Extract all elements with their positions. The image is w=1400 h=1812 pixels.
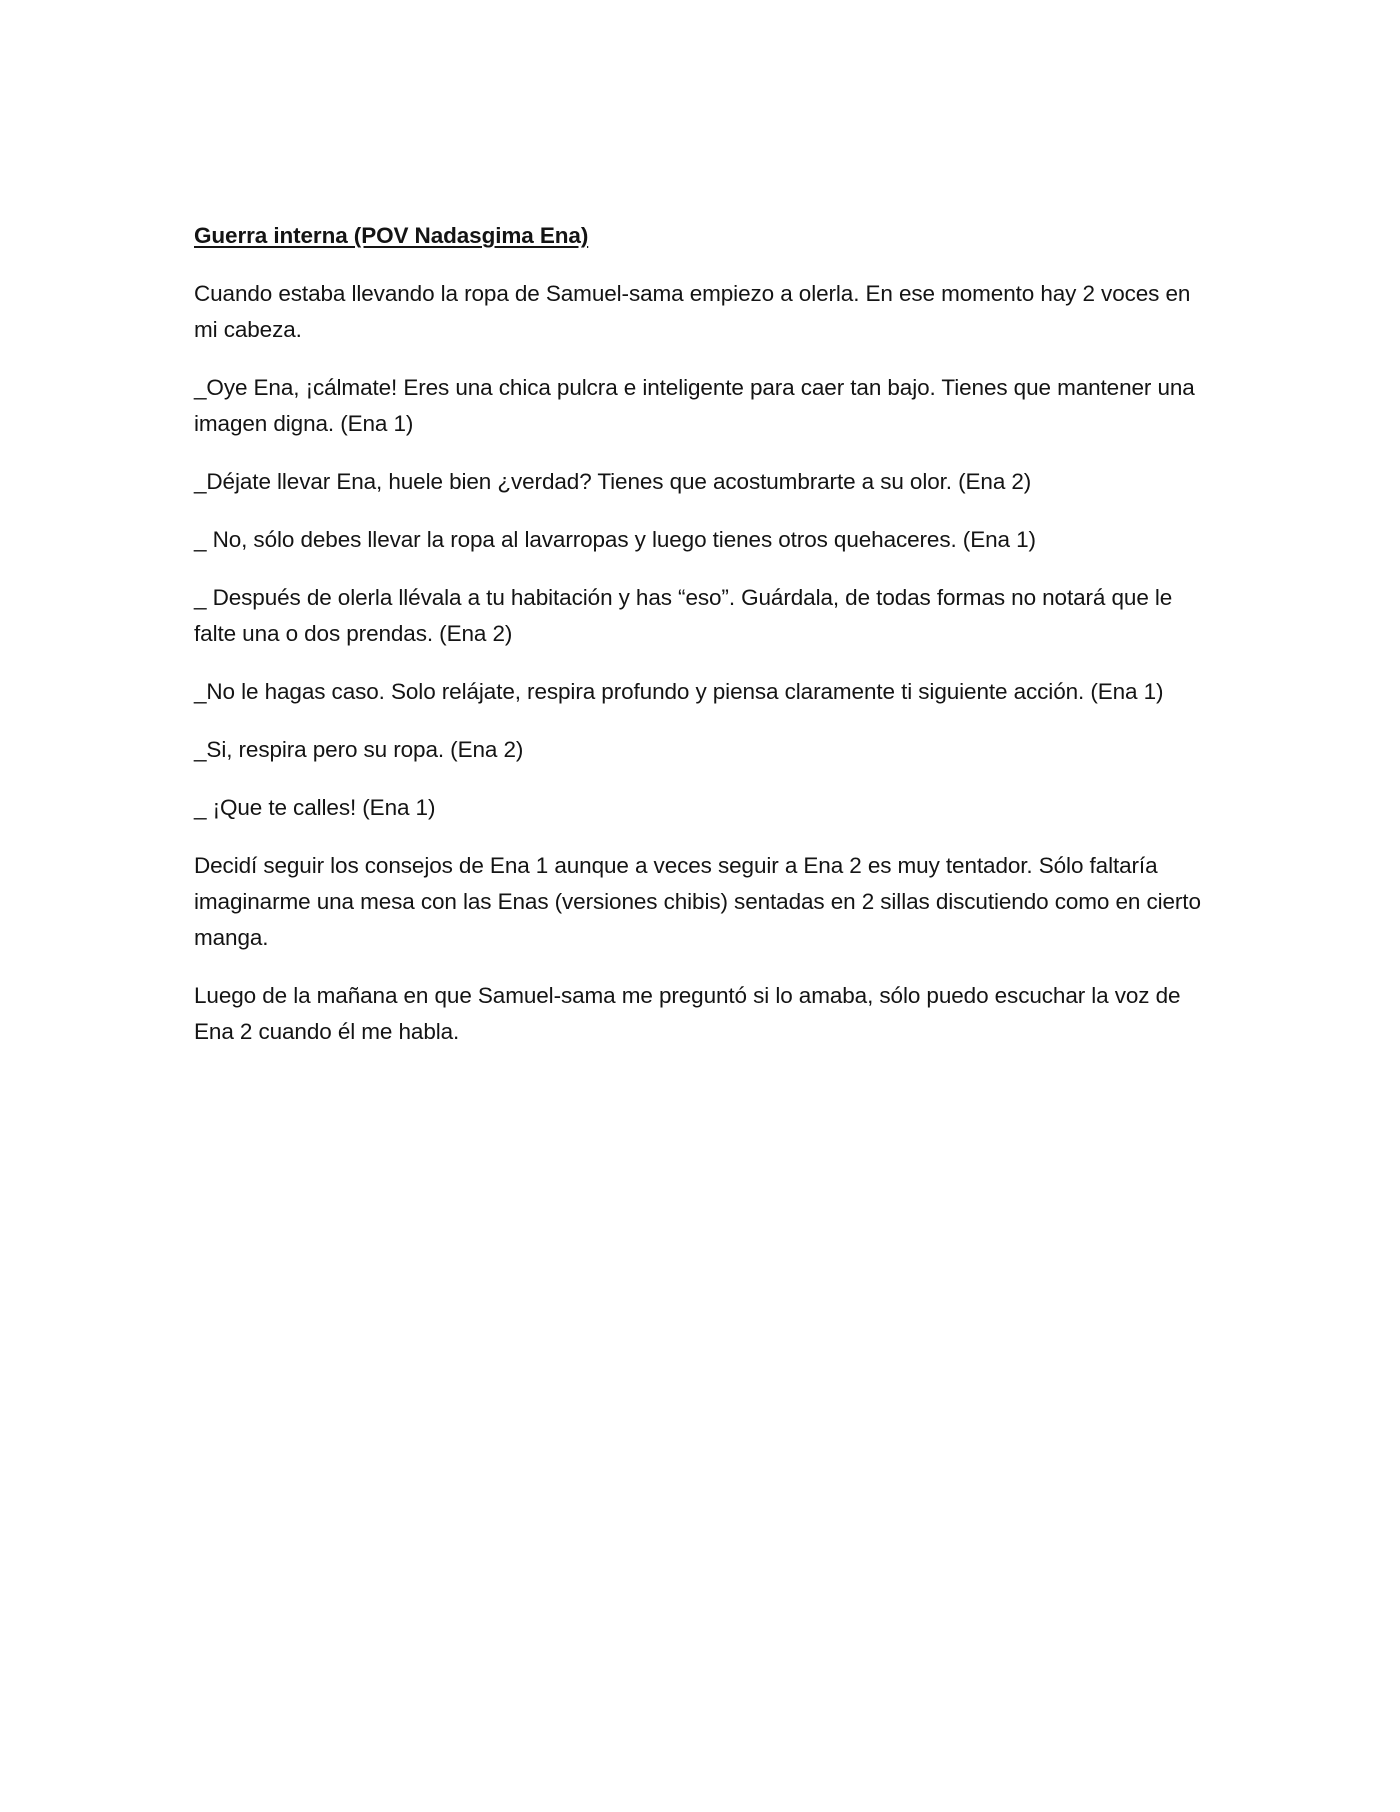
document-body: [194, 218, 1214, 1072]
paragraph-dialogue: _Oye Ena, ¡cálmate! Eres una chica pulcra e inteligente para caer tan bajo. Tienes que mantener una imagen digna. (Ena 1): [194, 375, 1195, 436]
paragraph-dialogue: _Si, respira pero su ropa. (Ena 2): [194, 737, 524, 762]
paragraph-closing: Luego de la mañana en que Samuel-sama me preguntó si lo amaba, sólo puedo escuchar la voz de Ena 2 cuando él me habla.: [194, 983, 1181, 1044]
paragraph-dialogue: _ ¡Que te calles! (Ena 1): [194, 795, 436, 820]
document-title: Guerra interna (POV Nadasgima Ena): [194, 223, 589, 248]
paragraph-dialogue: _ Después de olerla llévala a tu habitación y has “eso”. Guárdala, de todas formas no notará que le falte una o dos prendas. (Ena 2): [194, 585, 1173, 646]
paragraph-intro: Cuando estaba llevando la ropa de Samuel-sama empiezo a olerla. En ese momento hay 2 voces en mi cabeza.: [194, 281, 1191, 342]
paragraph-dialogue: _ No, sólo debes llevar la ropa al lavarropas y luego tienes otros quehaceres. (Ena 1): [194, 527, 1036, 552]
paragraph-dialogue: _No le hagas caso. Solo relájate, respira profundo y piensa claramente ti siguiente acción. (Ena 1): [194, 679, 1164, 704]
paragraph-dialogue: _Déjate llevar Ena, huele bien ¿verdad? Tienes que acostumbrarte a su olor. (Ena 2): [194, 469, 1032, 494]
paragraph-narration: Decidí seguir los consejos de Ena 1 aunque a veces seguir a Ena 2 es muy tentador. Sólo faltaría imaginarme una mesa con las Enas (versiones chibis) sentadas en 2 sillas discutiendo como en cierto manga.: [194, 853, 1201, 950]
